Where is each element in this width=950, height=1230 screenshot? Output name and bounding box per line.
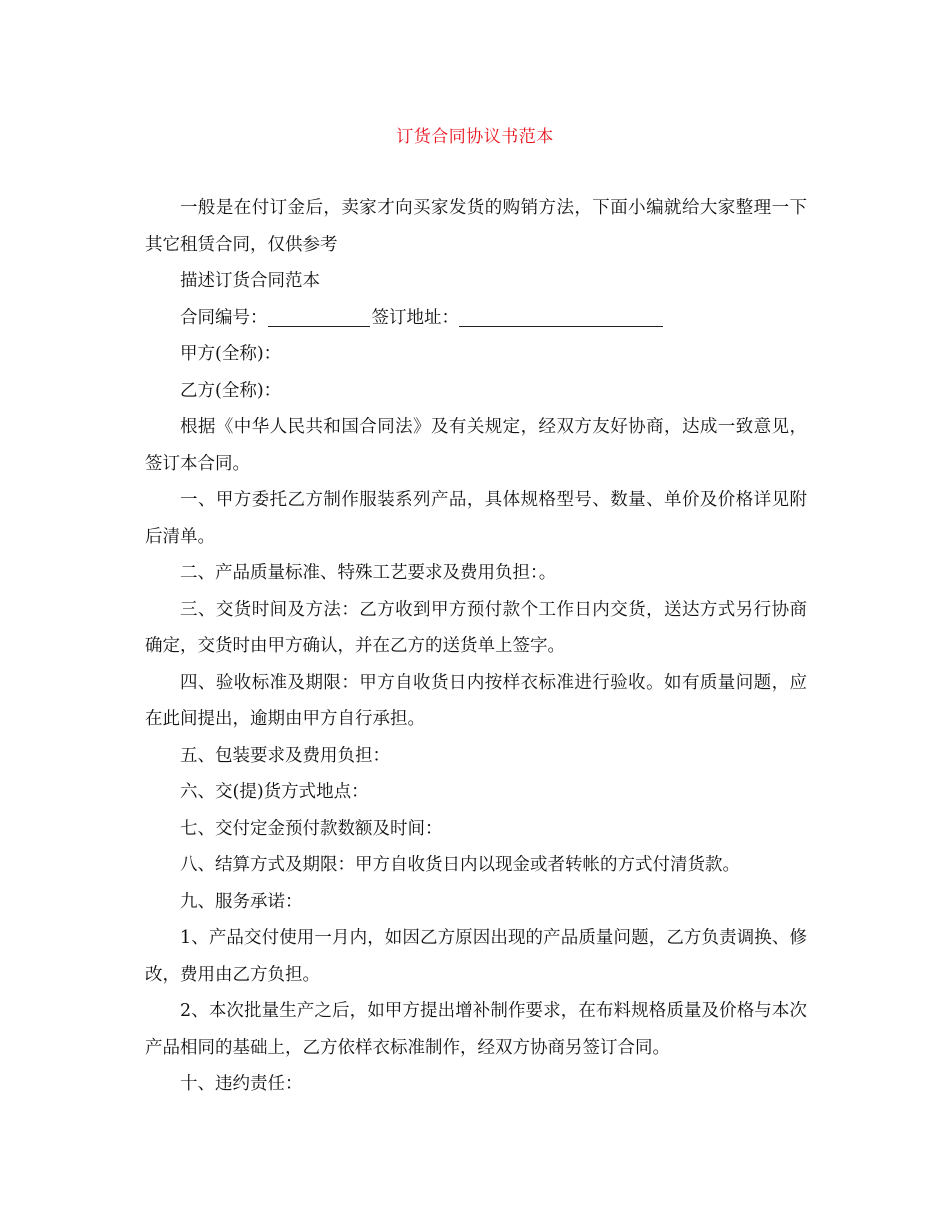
contract-no-label: 合同编号：	[180, 307, 268, 328]
party-b-line: 乙方(全称)：	[180, 380, 282, 401]
clause-paragraph: 九、服务承诺：	[180, 891, 303, 912]
document-body	[145, 190, 807, 1103]
clause-paragraph: 七、交付定金预付款数额及时间：	[180, 818, 443, 839]
party-a-line: 甲方(全称)：	[180, 344, 282, 364]
contract-info-line	[145, 300, 807, 337]
contract-no-blank	[268, 304, 370, 327]
sign-place-blank	[459, 304, 663, 327]
clause-paragraph: 十、违约责任：	[180, 1074, 303, 1094]
intro-paragraph: 一般是在付订金后，卖家才向买家发货的购销方法，下面小编就给大家整理一下其它租赁合同，仅供参考	[145, 198, 807, 255]
sign-place-label: 签订地址：	[371, 307, 459, 328]
clause-paragraph: 2、本次批量生产之后，如甲方提出增补制作要求，在布料规格质量及价格与本次产品相同的基础上，乙方依样衣标准制作，经双方协商另签订合同。	[145, 1001, 807, 1058]
clause-paragraph: 八、结算方式及期限：甲方自收货日内以现金或者转帐的方式付清货款。	[180, 855, 740, 875]
clause-paragraph: 五、包装要求及费用负担：	[180, 745, 390, 766]
clause-paragraph: 四、验收标准及期限：甲方自收货日内按样衣标准进行验收。如有质量问题，应在此间提出，逾期由甲方自行承担。	[145, 672, 807, 729]
clause-paragraph: 六、交(提)货方式地点：	[180, 782, 369, 802]
subtitle-paragraph: 描述订货合同范本	[180, 271, 320, 291]
clause-paragraph: 一、甲方委托乙方制作服装系列产品，具体规格型号、数量、单价及价格详见附后清单。	[145, 490, 807, 547]
clause-paragraph: 二、产品质量标准、特殊工艺要求及费用负担：。	[180, 563, 557, 583]
preamble-paragraph: 根据《中华人民共和国合同法》及有关规定，经双方友好协商，达成一致意见，签订本合同。	[145, 417, 807, 474]
clause-paragraph: 1、产品交付使用一月内，如因乙方原因出现的产品质量问题，乙方负责调换、修改，费用由乙方负担。	[145, 928, 807, 985]
clause-paragraph: 三、交货时间及方法：乙方收到甲方预付款个工作日内交货，送达方式另行协商确定，交货时由甲方确认，并在乙方的送货单上签字。	[145, 599, 807, 656]
document-title: 订货合同协议书范本	[396, 127, 554, 147]
